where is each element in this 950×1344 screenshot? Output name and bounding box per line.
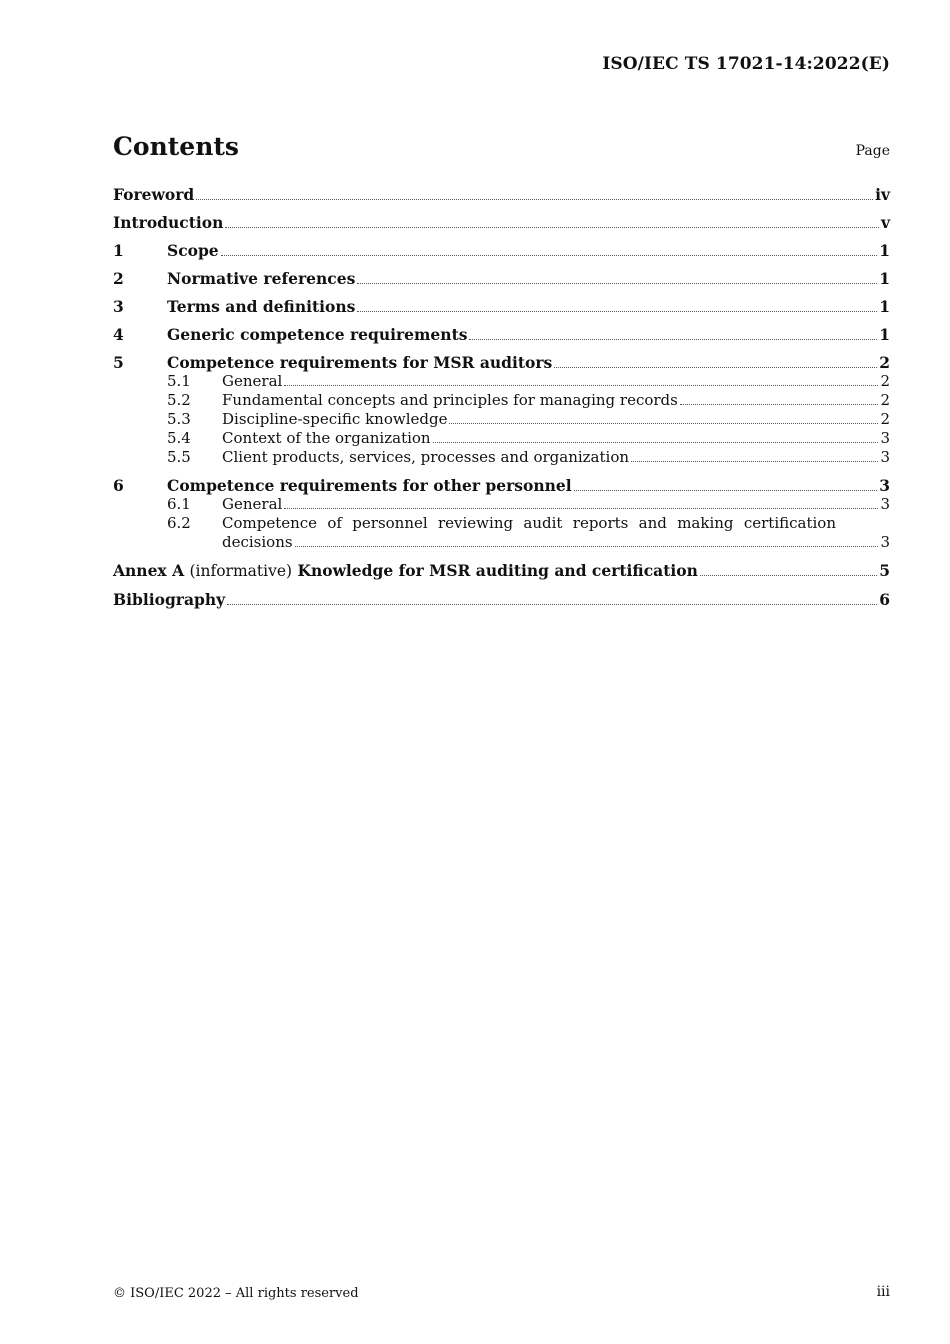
toc-page: 2 (880, 410, 890, 428)
leader-dots (554, 367, 877, 368)
toc-entry-5-3[interactable] (113, 410, 890, 429)
toc-title: Scope (167, 241, 219, 260)
toc-entry-5-4[interactable] (113, 429, 890, 448)
toc-page: 6 (879, 590, 890, 609)
toc-title (113, 561, 698, 581)
toc-number: 6.2 (167, 514, 191, 532)
toc-page: iv (875, 185, 890, 204)
toc-number: 5.5 (167, 448, 191, 466)
toc-entry-6-1[interactable] (113, 495, 890, 514)
table-of-contents (113, 185, 890, 609)
toc-entry-4[interactable] (113, 325, 890, 344)
toc-number: 4 (113, 325, 124, 344)
toc-title: Introduction (113, 213, 224, 232)
toc-page: 1 (879, 269, 890, 288)
page-column-label: Page (855, 143, 890, 159)
toc-title-line2: decisions (222, 533, 293, 551)
toc-title: Competence requirements for MSR auditors (167, 353, 553, 372)
leader-dots (469, 339, 877, 340)
toc-page: 3 (880, 533, 890, 551)
leader-dots (700, 575, 877, 576)
toc-title: Generic competence requirements (167, 325, 468, 344)
annex-kind: (informative) (189, 562, 293, 580)
leader-dots (449, 423, 878, 424)
document-id: ISO/IEC TS 17021-14:2022(E) (602, 54, 890, 74)
toc-page: 1 (879, 241, 890, 260)
toc-page: 3 (879, 476, 890, 495)
toc-title: Normative references (167, 269, 356, 288)
toc-number: 6 (113, 476, 124, 495)
toc-page: v (880, 213, 890, 232)
toc-page: 3 (880, 448, 890, 466)
toc-number: 5.2 (167, 391, 191, 409)
toc-title: General (222, 495, 283, 513)
toc-page: 3 (880, 429, 890, 447)
toc-entry-5-1[interactable] (113, 372, 890, 391)
leader-dots (357, 311, 877, 312)
toc-entry-1[interactable] (113, 241, 890, 260)
toc-title: General (222, 372, 283, 390)
toc-page: 2 (880, 372, 890, 390)
leader-dots (433, 442, 879, 443)
toc-entry-3[interactable] (113, 297, 890, 316)
toc-page: 1 (879, 325, 890, 344)
toc-title: Foreword (113, 185, 195, 204)
leader-dots (196, 199, 873, 200)
toc-entry-6-2[interactable] (113, 514, 890, 552)
leader-dots (221, 255, 878, 256)
toc-entry-bibliography[interactable] (113, 590, 890, 609)
toc-number: 3 (113, 297, 124, 316)
toc-page: 1 (879, 297, 890, 316)
toc-entry-foreword[interactable] (113, 185, 890, 204)
leader-dots (284, 508, 878, 509)
leader-dots (284, 385, 878, 386)
page-number: iii (876, 1284, 890, 1300)
toc-entry-5[interactable] (113, 353, 890, 372)
leader-dots (225, 227, 879, 228)
toc-number: 6.1 (167, 495, 191, 513)
toc-number: 1 (113, 241, 124, 260)
toc-number: 2 (113, 269, 124, 288)
toc-page: 2 (879, 353, 890, 372)
toc-title: Terms and definitions (167, 297, 356, 316)
copyright-notice: © ISO/IEC 2022 – All rights reserved (113, 1286, 359, 1301)
leader-dots (227, 604, 877, 605)
toc-page: 3 (880, 495, 890, 513)
leader-dots (357, 283, 877, 284)
toc-number: 5.1 (167, 372, 191, 390)
toc-page: 2 (880, 391, 890, 409)
toc-title: Discipline-specific knowledge (222, 410, 448, 428)
toc-entry-5-2[interactable] (113, 391, 890, 410)
leader-dots (680, 404, 879, 405)
toc-number: 5.4 (167, 429, 191, 447)
toc-entry-5-5[interactable] (113, 448, 890, 467)
toc-entry-2[interactable] (113, 269, 890, 288)
toc-title: Bibliography (113, 590, 226, 609)
toc-title: Context of the organization (222, 429, 431, 447)
toc-entry-annex-a[interactable] (113, 561, 890, 581)
toc-number: 5.3 (167, 410, 191, 428)
toc-entry-introduction[interactable] (113, 213, 890, 232)
annex-label: Annex A (113, 561, 185, 580)
toc-title: Client products, services, processes and organization (222, 448, 630, 466)
leader-dots (295, 546, 879, 547)
toc-title-line1: Competence of personnel reviewing audit reports and making certification (222, 514, 836, 532)
toc-title: Fundamental concepts and principles for managing records (222, 391, 678, 409)
annex-title: Knowledge for MSR auditing and certification (297, 561, 698, 580)
contents-heading: Contents (113, 132, 240, 161)
toc-title: Competence requirements for other personnel (167, 476, 572, 495)
toc-number: 5 (113, 353, 124, 372)
toc-page: 5 (879, 561, 890, 580)
leader-dots (574, 490, 878, 491)
toc-entry-6[interactable] (113, 476, 890, 495)
leader-dots (631, 461, 878, 462)
